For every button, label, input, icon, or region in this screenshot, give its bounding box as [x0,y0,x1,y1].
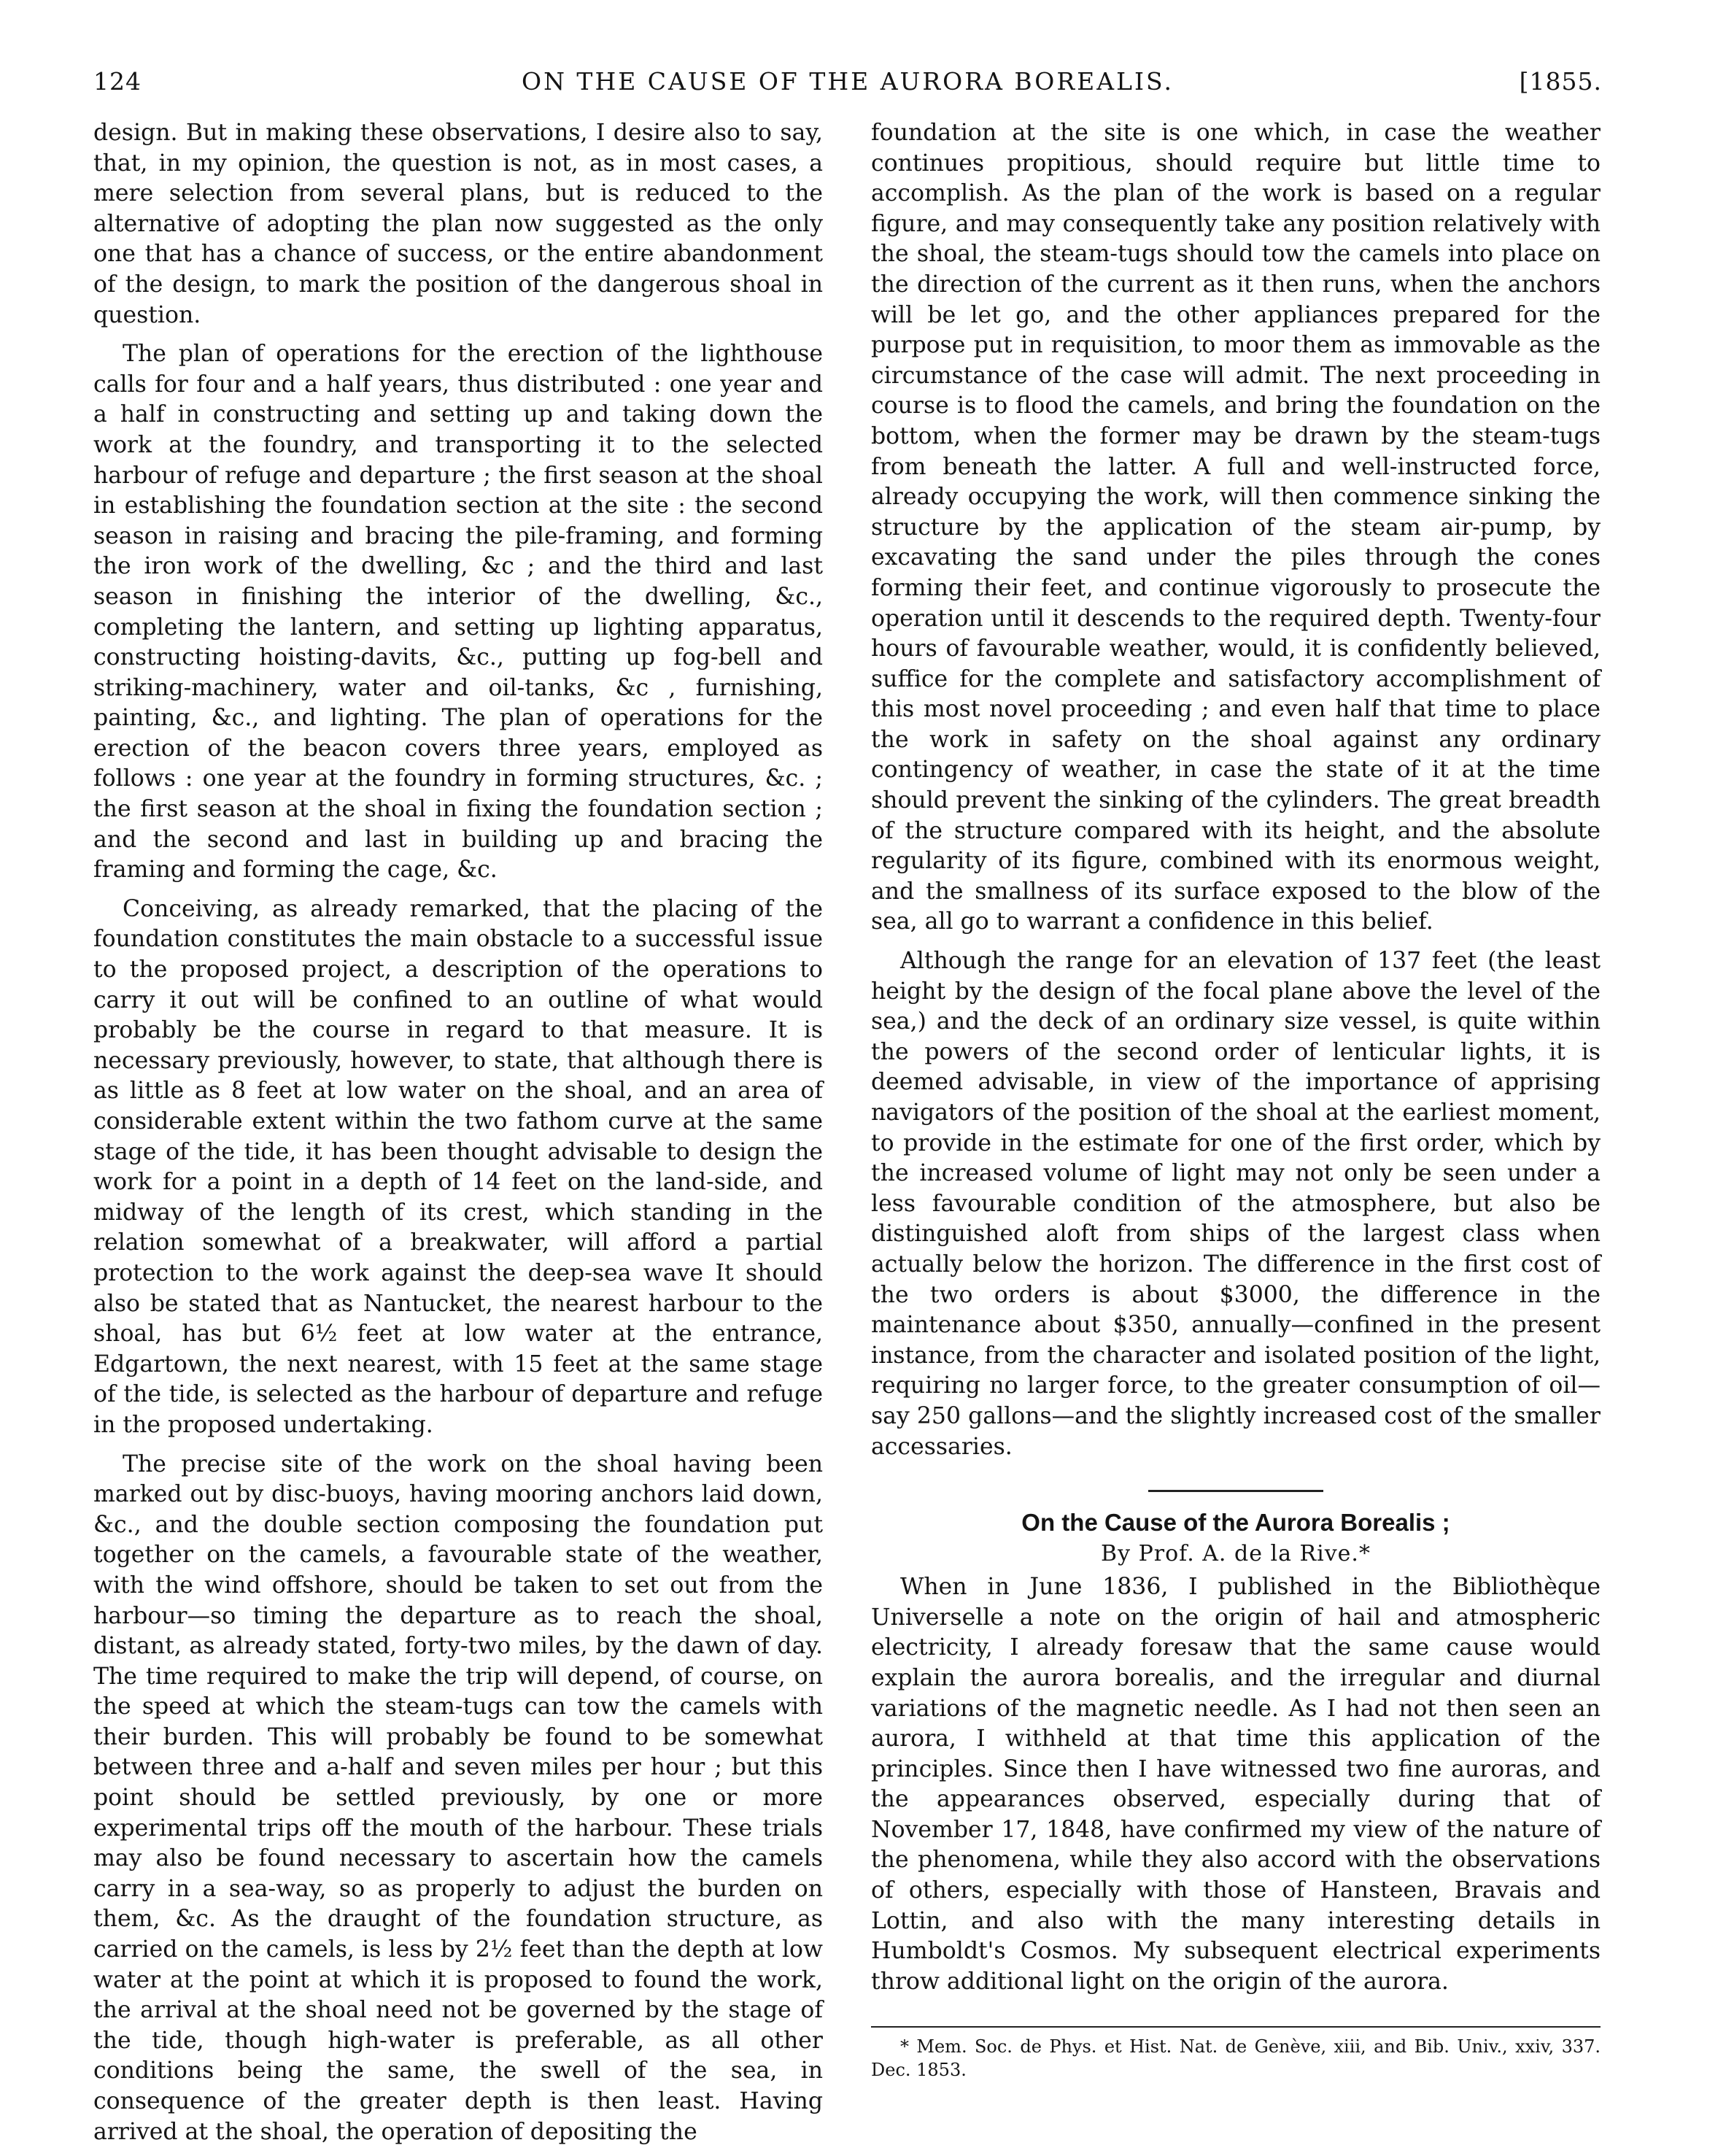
byline: By Prof. A. de la Rive.* [1101,1541,1371,1567]
paragraph: The precise site of the work on the shoal having been marked out by disc-buoys, having mooring anchors laid down, &c., and the double section composing the foundation put together on the camels, a favourable state of the weather, with the wind offshore, should be taken to set out from the harbour—so timing the departure as to reach the shoal, distant, as already stated, forty-two miles, by the dawn of day. The time required to make the trip will depend, of course, on the speed at which the steam-tugs can tow the camels with their burden. This will probably be found to be somewhat between three and a-half and seven miles per hour ; but this point should be settled previously, by one or more experimental trips off the mouth of the harbour. These trials may also be found necessary to ascertain how the camels carry in a sea-way, so as properly to adjust the burden on them, &c. As the draught of the foundation structure, as carried on the camels, is less by 2½ feet than the depth at low water at the point at which it is proposed to found the work, the arrival at the shoal need not be governed by the stage of the tide, though high-water is preferable, as all other conditions being the same, the swell of the sea, in consequence of the greater depth is then least. Having arrived at the shoal, the operation of depositing the [93,1450,823,2145]
article-title: On the Cause of the Aurora Borealis ; [1021,1509,1450,1537]
footnote-divider [871,2026,1601,2028]
journal-page [93,67,1602,2145]
footnote: * Mem. Soc. de Phys. et Hist. Nat. de Genève, xiii, and Bib. Univ., xxiv, 337. Dec. 1853. [871,2036,1601,2081]
right-column [871,118,1601,2090]
paragraph: Conceiving, as already remarked, that the placing of the foundation constitutes the main obstacle to a successful issue to the proposed project, a description of the operations to carry it out will be confined to an outline of what would probably be the course in regard to that measure. It is necessary previously, however, to state, that although there is as little as 8 feet at low water on the shoal, and an area of considerable extent within the two fathom curve at the same stage of the tide, it has been thought advisable to design the work for a point in a depth of 14 feet on the land-side, and midway of the length of its crest, which standing in the relation somewhat of a breakwater, will afford a partial protection to the work against the deep-sea wave It should also be stated that as Nantucket, the nearest harbour to the shoal, has but 6½ feet at low water at the entrance, Edgartown, the next nearest, with 15 feet at the same stage of the tide, is selected as the harbour of departure and refuge in the proposed undertaking. [93,895,823,1438]
left-column [93,118,823,2156]
paragraph: foundation at the site is one which, in case the weather continues propitious, should require but little time to accomplish. As the plan of the work is based on a regular figure, and may consequently take any position relatively with the shoal, the steam-tugs should tow the camels into place on the direction of the current as it then runs, when the anchors will be let go, and the other appliances prepared for the purpose put in requisition, to moor them as immovable as the circumstance of the case will admit. The next proceeding in course is to flood the camels, and bring the foundation on the bottom, when the former may be drawn by the steam-tugs from beneath the latter. A full and well-instructed force, already occupying the work, will then commence sinking the structure by the application of the steam air-pump, by excavating the sand under the piles through the cones forming their feet, and continue vigorously to prosecute the operation until it descends to the required depth. Twenty-four hours of favourable weather, would, it is confidently believed, suffice for the complete and satisfactory accomplishment of this most novel proceeding ; and even half that time to place the work in safety on the shoal against any ordinary contingency of weather, in case the state of it at the time should prevent the sinking of the cylinders. The great breadth of the structure compared with its height, and the absolute regularity of its figure, combined with its enormous weight, and the smallness of its surface exposed to the blow of the sea, all go to warrant a confidence in this belief. [871,120,1601,935]
page-number: 124 [93,67,142,96]
paragraph: design. But in making these observations, I desire also to say, that, in my opinion, the question is not, as in most cases, a mere selection from several plans, but is reduced to the alternative of adopting the plan now suggested as the only one that has a chance of success, or the entire abandonment of the design, to mark the position of the dangerous shoal in question. [93,120,823,328]
paragraph: Although the range for an elevation of 137 feet (the least height by the design of the focal plane above the level of the sea,) and the deck of an ordinary size vessel, is quite within the powers of the second order of lenticular lights, it is deemed advisable, in view of the importance of apprising navigators of the position of the shoal at the earliest moment, to provide in the estimate for one of the first order, which by the increased volume of light may not only be seen under a less favourable condition of the atmosphere, but also be distinguished aloft from ships of the largest class when actually below the horizon. The difference in the first cost of the two orders is about $3000, the difference in the maintenance about $350, annually—confined in the present instance, from the character and isolated position of the light, requiring no larger force, to the greater consumption of oil—say 250 gallons—and the slightly increased cost of the smaller accessaries. [871,948,1601,1460]
running-head [93,67,1602,108]
running-title: ON THE CAUSE OF THE AURORA BOREALIS. [522,67,1174,96]
paragraph: The plan of operations for the erection of the lighthouse calls for four and a half years, thus distributed : one year and a half in constructing and setting up and taking down the work at the foundry, and transporting it to the selected harbour of refuge and departure ; the first season at the shoal in establishing the foundation section at the site : the second season in raising and bracing the pile-framing, and forming the iron work of the dwelling, &c ; and the third and last season in finishing the interior of the dwelling, &c., completing the lantern, and setting up lighting apparatus, constructing hoisting-davits, &c., putting up fog-bell and striking-machinery, water and oil-tanks, &c , furnishing, painting, &c., and lighting. The plan of operations for the erection of the beacon covers three years, employed as follows : one year at the foundry in forming structures, &c. ; the first season at the shoal in fixing the foundation section ; and the second and last in building up and bracing the framing and forming the cage, &c. [93,341,823,884]
section-divider [1148,1490,1323,1492]
volume-year: [1855. [1519,67,1602,96]
paragraph: When in June 1836, I published in the Bibliothèque Universelle a note on the origin of hail and atmospheric electricity, I already foresaw that the same cause would explain the aurora borealis, and the irregular and diurnal variations of the magnetic needle. As I had not then seen an aurora, I withheld at that time this application of the principles. Since then I have witnessed two fine auroras, and the appearances observed, especially during that of November 17, 1848, have confirmed my view of the nature of the phenomena, while they also accord with the observations of others, especially with those of Hansteen, Bravais and Lottin, and also with the many interesting details in Humboldt's Cosmos. My subsequent electrical experiments throw additional light on the origin of the aurora. [871,1574,1601,1995]
